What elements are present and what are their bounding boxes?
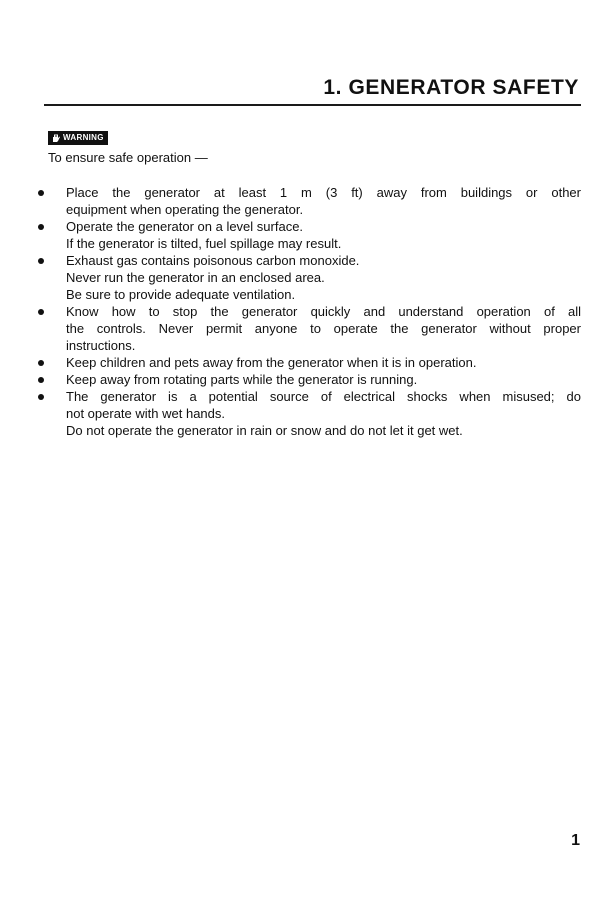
hand-warning-icon bbox=[51, 133, 61, 143]
item-line: Be sure to provide adequate ventilation. bbox=[66, 287, 296, 302]
list-item bbox=[36, 184, 581, 218]
bullet-icon bbox=[38, 394, 44, 400]
item-line: equipment when operating the generator. bbox=[66, 202, 304, 217]
item-line: Know how to stop the generator quickly and understand operation of all bbox=[66, 304, 581, 319]
item-line: Operate the generator on a level surface. bbox=[66, 219, 304, 234]
intro-text: To ensure safe operation — bbox=[48, 150, 208, 165]
item-line: Place the generator at least 1 m (3 ft) away from buildings or other bbox=[66, 185, 581, 200]
warning-label bbox=[48, 131, 108, 145]
bullet-icon bbox=[38, 258, 44, 264]
item-line: instructions. bbox=[66, 338, 136, 353]
item-line: The generator is a potential source of electrical shocks when misused; do bbox=[66, 389, 581, 404]
list-item bbox=[36, 371, 581, 388]
warning-text: WARNING bbox=[63, 133, 104, 142]
bullet-icon bbox=[38, 377, 44, 383]
bullet-icon bbox=[38, 360, 44, 366]
list-item bbox=[36, 354, 581, 371]
item-line: Exhaust gas contains poisonous carbon monoxide. bbox=[66, 253, 360, 268]
page-title: 1. GENERATOR SAFETY bbox=[323, 76, 579, 99]
page-number: 1 bbox=[571, 832, 580, 849]
list-item bbox=[36, 252, 581, 303]
item-line: the controls. Never permit anyone to operate the generator without proper bbox=[66, 321, 581, 336]
title-rule bbox=[44, 104, 581, 106]
safety-list bbox=[36, 184, 581, 439]
bullet-icon bbox=[38, 309, 44, 315]
item-line: not operate with wet hands. bbox=[66, 406, 225, 421]
item-line: Do not operate the generator in rain or snow and do not let it get wet. bbox=[66, 423, 463, 438]
item-line: Keep children and pets away from the generator when it is in operation. bbox=[66, 355, 477, 370]
list-item bbox=[36, 218, 581, 252]
item-line: Never run the generator in an enclosed area. bbox=[66, 270, 325, 285]
item-line: If the generator is tilted, fuel spillage may result. bbox=[66, 236, 342, 251]
item-line: Keep away from rotating parts while the generator is running. bbox=[66, 372, 418, 387]
bullet-icon bbox=[38, 190, 44, 196]
list-item bbox=[36, 303, 581, 354]
list-item bbox=[36, 388, 581, 439]
bullet-icon bbox=[38, 224, 44, 230]
